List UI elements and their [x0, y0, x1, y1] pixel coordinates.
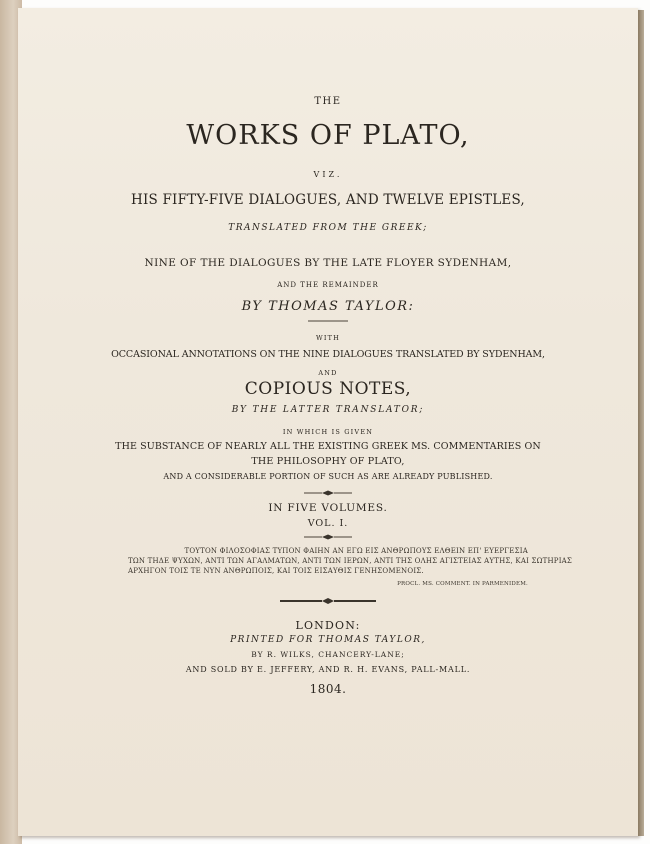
ornament-rule-2	[302, 533, 354, 541]
translated-line: TRANSLATED FROM THE GREEK;	[228, 223, 428, 233]
page-edge	[638, 10, 644, 836]
epigraph-line-2: ΤΩΝ ΤΗΔΕ ΨΥΧΩΝ, ΑΝΤΙ ΤΩΝ ΑΓΑΛΜΑΤΩΝ, ΑΝΤΙ ΤΩΝ ΙΕΡΩΝ, ΑΝΤΙ ΤΗΣ ΟΛΗΣ ΑΓΙΣΤΕΙΑΣ ΑΥΤΗΣ, ΚΑΙ ΣΩΤΗΡΙΑΣ	[128, 557, 573, 565]
portion-line: AND A CONSIDERABLE PORTION OF SUCH AS ARE ALREADY PUBLISHED.	[163, 472, 493, 481]
imprint-city: LONDON:	[295, 619, 361, 632]
imprint-sold: AND SOLD BY E. JEFFERY, AND R. H. EVANS, PALL-MALL.	[185, 665, 471, 674]
imprint-printed-for: PRINTED FOR THOMAS TAYLOR,	[230, 635, 426, 645]
subtitle: HIS FIFTY-FIVE DIALOGUES, AND TWELVE EPISTLES,	[131, 192, 525, 208]
imprint-year: 1804.	[309, 682, 347, 696]
volumes-line: IN FIVE VOLUMES.	[268, 502, 388, 514]
sydenham-line: NINE OF THE DIALOGUES BY THE LATE FLOYER SYDENHAM,	[144, 257, 512, 269]
remainder-line: AND THE REMAINDER	[277, 281, 379, 289]
viz-label: VIZ.	[313, 170, 343, 179]
main-title: WORKS OF PLATO,	[186, 120, 470, 151]
epigraph-source: PROCL. MS. COMMENT. IN PARMENIDEM.	[397, 581, 528, 587]
latter-translator-line: BY THE LATTER TRANSLATOR;	[231, 405, 425, 415]
with-label: WITH	[315, 334, 341, 342]
copious-notes: COPIOUS NOTES,	[244, 379, 412, 399]
and-label: AND	[318, 369, 338, 377]
substance-line: THE SUBSTANCE OF NEARLY ALL THE EXISTING GREEK MS. COMMENTARIES ON	[115, 441, 541, 452]
ornament-rule-1	[302, 489, 354, 497]
title-page	[18, 8, 638, 836]
the-label: THE	[314, 96, 342, 107]
epigraph-line-1: ΤΟΥΤΟΝ ΦΙΛΟΣΟΦΙΑΣ ΤΥΠΟΝ ΦΑΙΗΝ ΑΝ ΕΓΩ ΕΙΣ ΑΝΘΡΩΠΟΥΣ ΕΛΘΕΙΝ ΕΠ' ΕΥΕΡΓΕΣΙΑ	[184, 547, 528, 555]
epigraph-line-3: ΑΡΧΗΓΟΝ ΤΟΙΣ ΤΕ ΝΥΝ ΑΝΘΡΩΠΟΙΣ, ΚΑΙ ΤΟΙΣ ΕΙΣΑΥΘΙΣ ΓΕΝΗΣΟΜΕΝΟΙΣ.	[128, 567, 424, 575]
short-rule	[308, 319, 348, 323]
taylor-line: BY THOMAS TAYLOR:	[241, 299, 415, 314]
epigraph	[128, 546, 573, 589]
ornament-rule-3	[278, 597, 378, 605]
annotations-line: OCCASIONAL ANNOTATIONS ON THE NINE DIALOGUES TRANSLATED BY SYDENHAM,	[111, 349, 545, 360]
volume-number: VOL. I.	[307, 518, 349, 529]
which-label: IN WHICH IS GIVEN	[282, 428, 374, 436]
imprint-printer: BY R. WILKS, CHANCERY-LANE;	[251, 650, 405, 659]
philosophy-line: THE PHILOSOPHY OF PLATO,	[251, 456, 405, 467]
